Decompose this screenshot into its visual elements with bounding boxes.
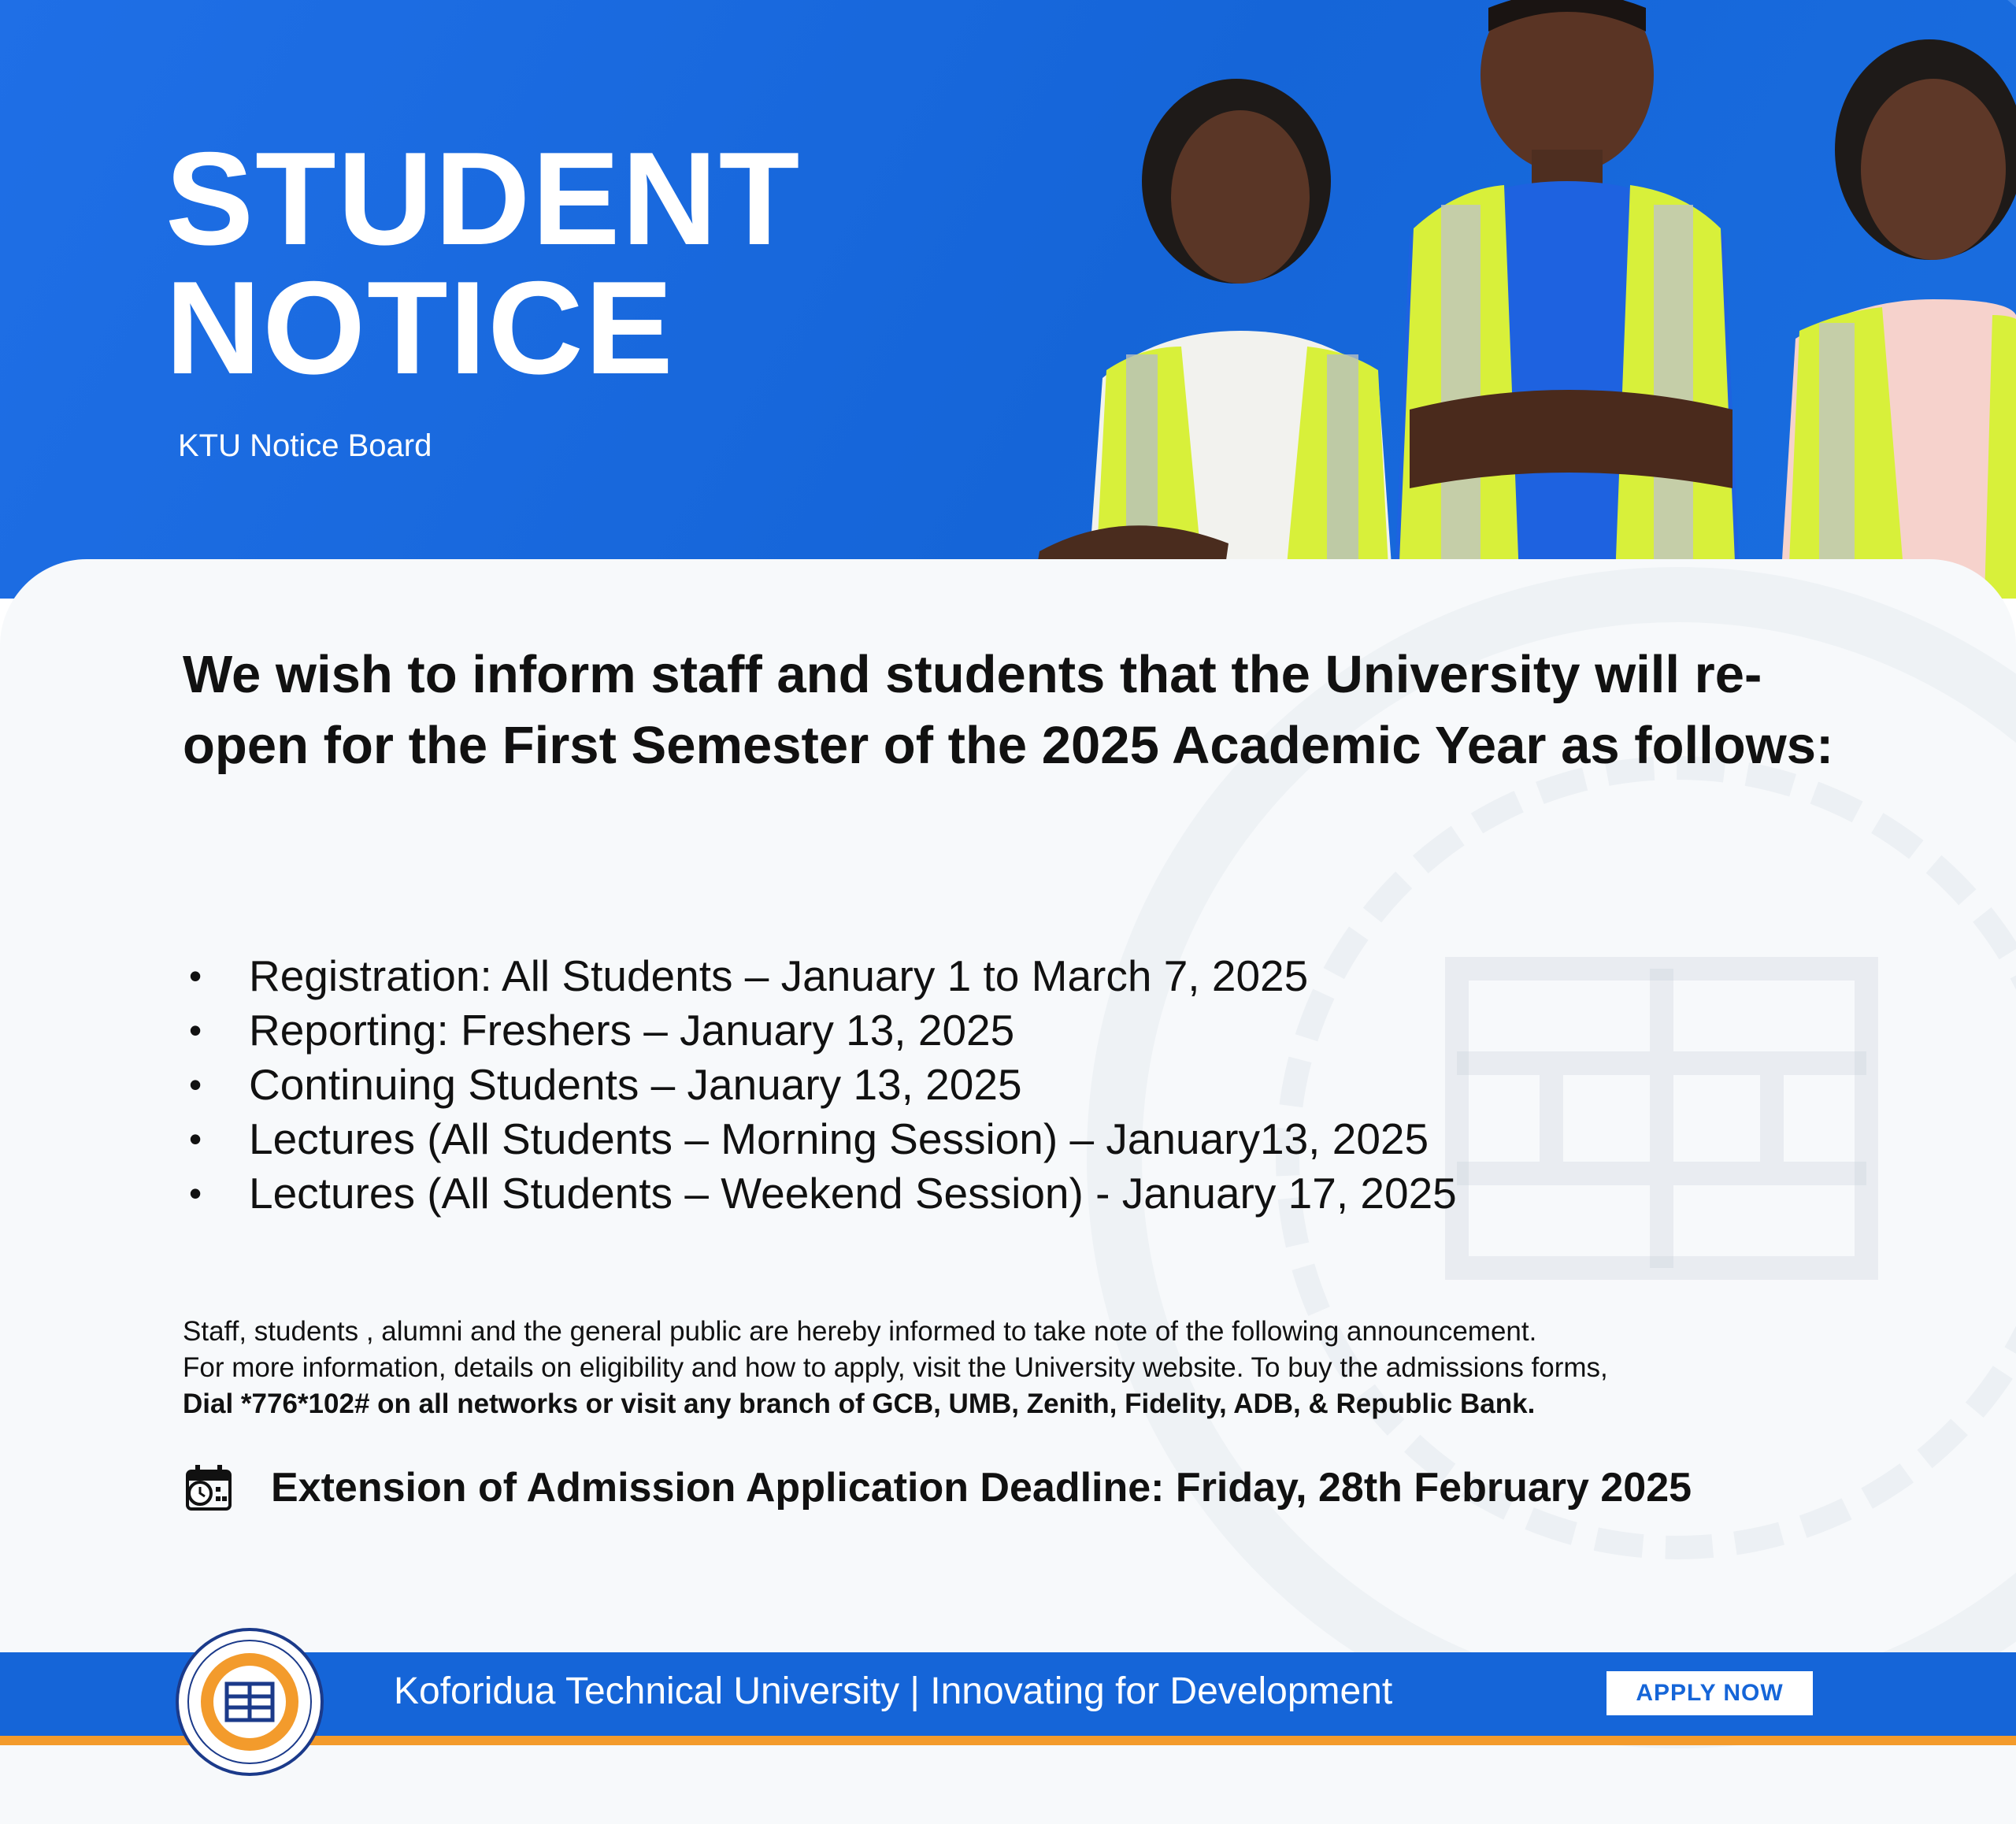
list-item [183, 1058, 1836, 1112]
notes-block [183, 1314, 1915, 1422]
student-right [1780, 39, 2016, 599]
deadline-text: Extension of Admission Application Deadline: Friday, 28th February 2025 [271, 1465, 1692, 1511]
list-item [183, 949, 1836, 1003]
notes-line-3: Dial *776*102# on all networks or visit any branch of GCB, UMB, Zenith, Fidelity, ADB, & Republic Bank. [183, 1388, 1536, 1419]
notes-line-2: For more information, details on eligibility and how to apply, visit the University website. To buy the admissions forms, [183, 1352, 1608, 1383]
student-center [1394, 0, 1740, 599]
schedule-item-text: Lectures (All Students – Weekend Session) - January 17, 2025 [249, 1169, 1457, 1218]
schedule-item-text: Reporting: Freshers – January 13, 2025 [249, 1006, 1015, 1055]
apply-now-button[interactable]: APPLY NOW [1606, 1671, 1813, 1715]
notes-line-1: Staff, students , alumni and the general public are hereby informed to take note of the following announcement. [183, 1316, 1537, 1347]
schedule-item-text: Registration: All Students – January 1 to March 7, 2025 [249, 951, 1309, 1000]
schedule-list [183, 949, 1836, 1221]
list-item [183, 1112, 1836, 1166]
bullet: • [189, 1010, 202, 1051]
list-item [183, 1003, 1836, 1058]
subtitle: KTU Notice Board [178, 428, 432, 463]
deadline-row [183, 1462, 1692, 1514]
calendar-clock-icon [183, 1462, 235, 1514]
schedule-item-text: Lectures (All Students – Morning Session) – January13, 2025 [249, 1114, 1429, 1163]
bullet: • [189, 1173, 202, 1214]
intro-paragraph: We wish to inform staff and students that the University will re-open for the First Semester of the 2025 Academic Year as follows: [183, 645, 1834, 775]
bullet: • [189, 1118, 202, 1159]
bullet: • [189, 955, 202, 996]
bullet: • [189, 1064, 202, 1105]
page-title [165, 124, 802, 402]
title-line-1: STUDENT [165, 124, 802, 272]
student-left [1032, 79, 1394, 599]
header-banner [0, 0, 2016, 599]
list-item [183, 1166, 1836, 1221]
title-line-2: NOTICE [165, 254, 675, 402]
footer-tagline: Koforidua Technical University | Innovating for Development [394, 1670, 1393, 1712]
ktu-seal-logo[interactable] [175, 1627, 324, 1777]
schedule-item-text: Continuing Students – January 13, 2025 [249, 1060, 1022, 1109]
students-photo [969, 0, 2016, 599]
